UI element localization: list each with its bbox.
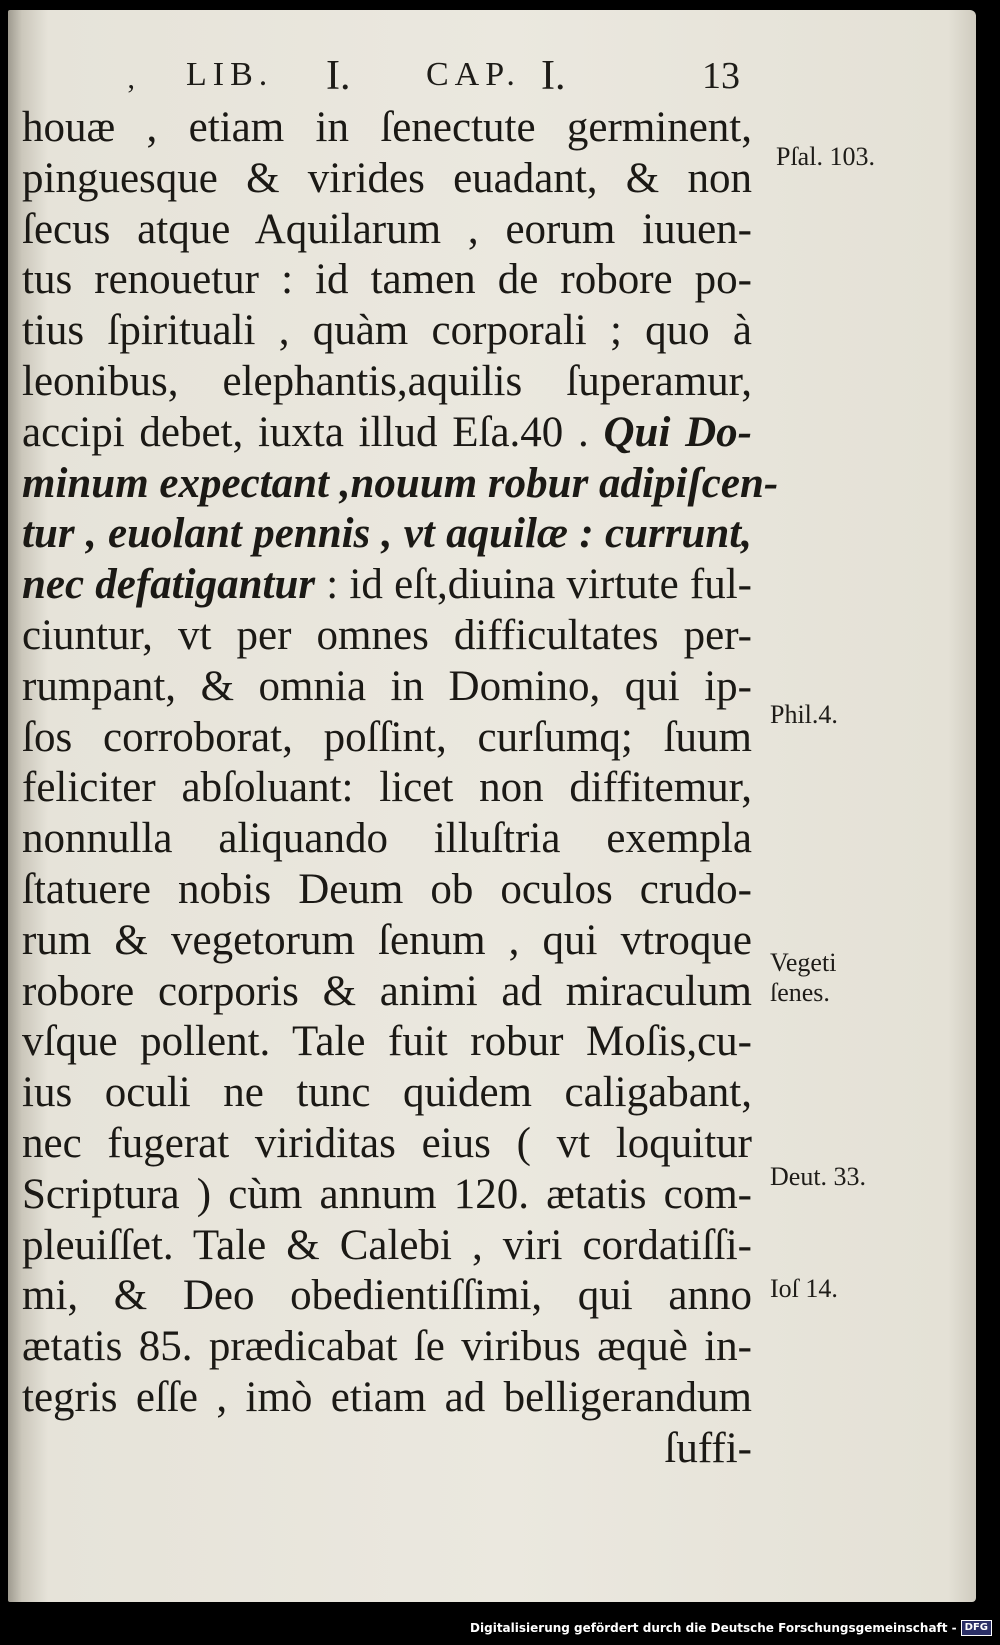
text-line: leonibus, elephantis,aquilis ſuperamur, <box>22 357 752 405</box>
digitization-footer <box>470 1614 992 1642</box>
text-line: feliciter abſoluant: licet non diffitemur, <box>22 764 752 812</box>
text-line: vſque pollent. Tale fuit robur Moſis,cu- <box>22 1018 752 1066</box>
marginal-note-deuteronomy: Deut. 33. <box>770 1162 867 1191</box>
text-line: tius ſpirituali , quàm corporali ; quo à <box>22 307 752 355</box>
scripture-quote: Qui Do- <box>603 408 752 456</box>
text-line: nec fugerat viriditas eius ( vt loquitur <box>22 1119 752 1167</box>
funding-notice: Digitalisierung gefördert durch die Deutsche Forschungsgemeinschaft - <box>470 1621 957 1635</box>
text-line: ſtatuere nobis Deum ob oculos crudo- <box>22 865 752 913</box>
text-line: mi, & Deo obedientiſſimi, qui anno <box>22 1272 752 1320</box>
header-lib: LIB. <box>186 56 274 93</box>
page-number: 13 <box>702 55 740 97</box>
header-cap-number: I. <box>541 53 566 99</box>
header-lib-number: I. <box>326 53 351 99</box>
text-line: ætatis 85. prædicabat ſe viribus æquè in- <box>22 1323 752 1371</box>
text-line: pleuiſſet. Tale & Calebi , viri cordatiſſi- <box>22 1221 752 1269</box>
text-line: accipi debet, iuxta illud Eſa.40 . Qui Do- <box>22 408 752 456</box>
text-line <box>22 459 779 510</box>
marginal-note-joshua: Ioſ 14. <box>770 1274 838 1303</box>
scripture-quote: minum expectant ,nouum robur adipiſcen- <box>22 459 779 507</box>
text-line: pinguesque & virides euadant, & non <box>22 154 752 202</box>
main-text-block <box>22 103 779 1475</box>
catchword: ſuffi- <box>664 1424 752 1472</box>
dfg-logo: DFG <box>961 1620 992 1636</box>
marginal-note-psalm: Pſal. 103. <box>776 142 875 171</box>
text-line: rum & vegetorum ſenum , qui vtroque <box>22 916 752 964</box>
scripture-quote: tur , euolant pennis , vt aquilæ : currunt, <box>22 510 752 558</box>
text-line: tegris eſſe , imò etiam ad belligerandum <box>22 1373 752 1421</box>
text-line: Scriptura ) cùm annum 120. ætatis com- <box>22 1170 752 1218</box>
text-line: robore corporis & animi ad miraculum <box>22 967 752 1015</box>
text-line: ius oculi ne tunc quidem caligabant, <box>22 1069 752 1117</box>
text-line: ciuntur, vt per omnes difficultates per- <box>22 611 752 659</box>
running-header <box>8 54 976 104</box>
marginal-note-vegeti: Vegeti <box>770 948 837 977</box>
text-line <box>22 509 752 560</box>
text-line: tus renouetur : id tamen de robore po- <box>22 256 752 304</box>
book-page <box>8 10 976 1602</box>
header-cap: CAP. <box>426 56 521 93</box>
scripture-quote: nec defatigantur <box>22 561 316 609</box>
text-line: ſecus atque Aquilarum , eorum iuuen- <box>22 205 752 253</box>
marginal-note-senes: ſenes. <box>770 978 830 1007</box>
header-mark: ‚ <box>126 62 136 95</box>
text-line: houæ , etiam in ſenectute germinent, <box>22 104 752 151</box>
text-line: nec defatigantur : id eſt,diuina virtute ful- <box>22 561 752 609</box>
text-line: rumpant, & omnia in Domino, qui ip- <box>22 662 752 710</box>
text-line: nonnulla aliquando illuſtria exempla <box>22 815 752 863</box>
text-line: ſos corroborat, poſſint, curſumq; ſuum <box>22 713 752 761</box>
marginal-note-philippians: Phil.4. <box>770 700 838 729</box>
